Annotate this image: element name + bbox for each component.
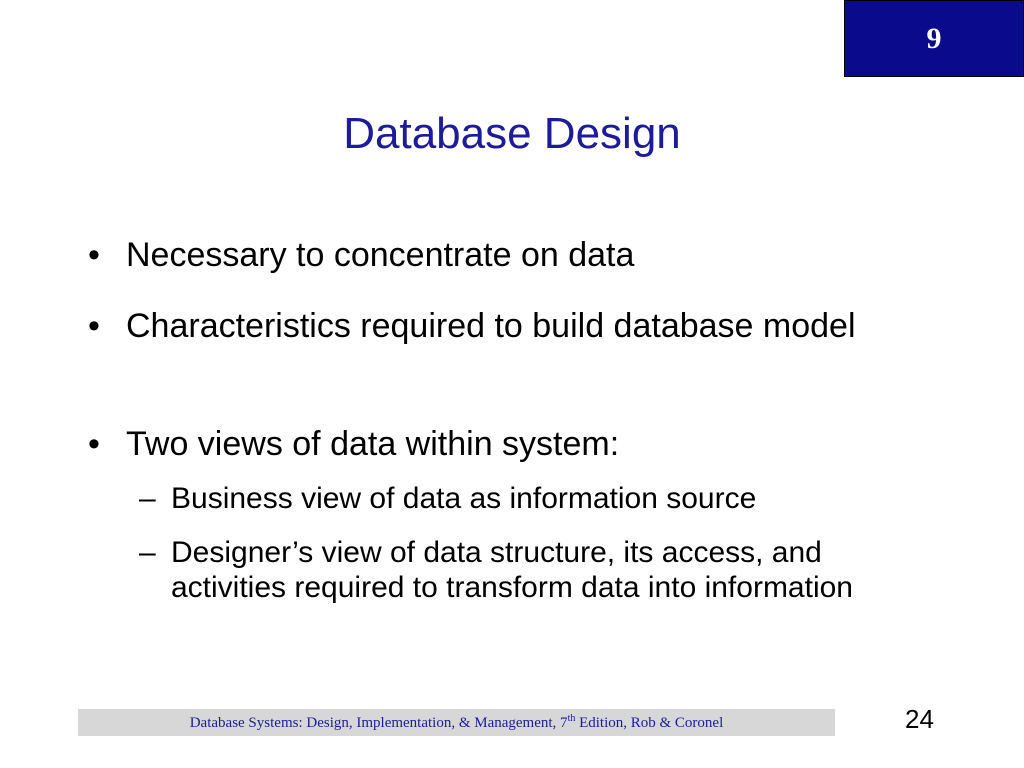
slide-title: Database Design (343, 109, 681, 158)
bullet-text: Characteristics required to build database model (126, 307, 856, 345)
sub-bullet-marker: – (139, 482, 156, 515)
footer-bar (78, 709, 835, 736)
page-number: 24 (905, 704, 934, 734)
bullet-item (88, 306, 886, 347)
footer-citation (190, 713, 724, 732)
chapter-badge (844, 0, 1024, 77)
bullet-item (88, 424, 886, 465)
sub-bullet-marker: – (139, 536, 156, 569)
footer-prefix: Database Systems: Design, Implementation, & Management, 7 (189, 715, 568, 731)
sub-bullet-text: Designer’s view of data structure, its access, and activities required to transform data into information (171, 536, 853, 604)
bullet-text: Necessary to concentrate on data (126, 236, 635, 274)
bullet-marker: • (88, 236, 100, 274)
sub-bullet-item (139, 535, 916, 605)
sub-bullet-item (139, 481, 916, 516)
chapter-number: 9 (926, 21, 942, 55)
bullet-text: Two views of data within system: (126, 425, 620, 463)
bullet-marker: • (88, 425, 100, 463)
bullet-item (88, 235, 886, 276)
footer-superscript: th (567, 713, 576, 724)
sub-bullet-text: Business view of data as information source (171, 482, 757, 515)
footer-suffix: Edition, Rob & Coronel (575, 715, 724, 731)
bullet-marker: • (88, 307, 100, 345)
